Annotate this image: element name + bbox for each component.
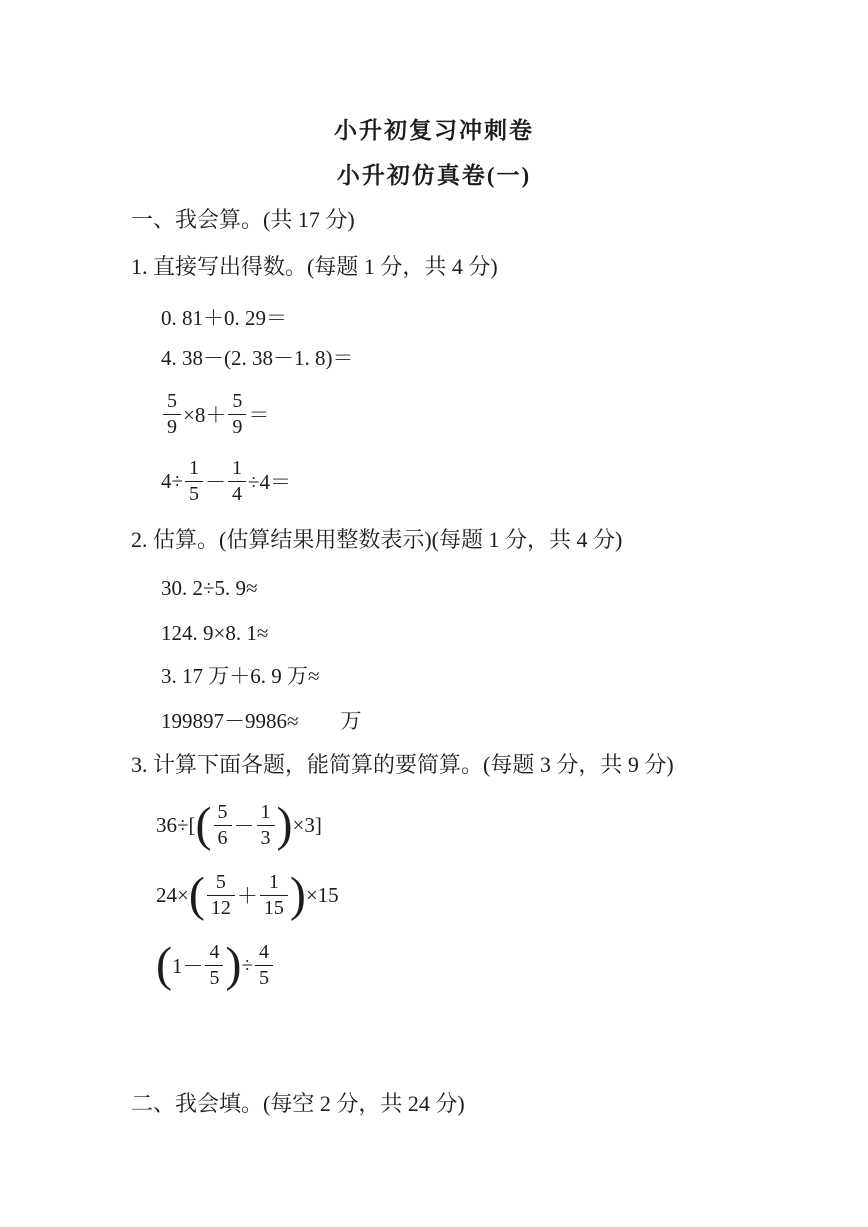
q2-expression-d: 199897－9986≈ 万	[161, 709, 362, 733]
fraction	[257, 801, 275, 850]
q3-expression-1	[156, 795, 868, 855]
big-paren-close: )	[276, 797, 293, 852]
fraction	[185, 457, 203, 506]
operand-run: 1－	[171, 954, 204, 978]
q3-expression-2	[156, 865, 868, 925]
fraction-numerator: 5	[228, 390, 246, 415]
fraction	[228, 457, 246, 506]
fraction-numerator: 5	[214, 801, 232, 826]
fraction-denominator: 12	[210, 896, 231, 919]
fraction-numerator: 1	[185, 457, 203, 482]
fraction-denominator: 5	[189, 482, 200, 505]
q1-expression-c	[161, 385, 868, 443]
equals-sign: ＝	[248, 403, 270, 427]
operand-run: 36÷[	[156, 812, 196, 837]
fraction	[260, 871, 288, 920]
question2-heading: 2. 估算。(估算结果用整数表示)(每题 1 分，共 4 分)	[131, 527, 623, 552]
fraction-denominator: 5	[259, 966, 269, 989]
fraction-numerator: 1	[228, 457, 246, 482]
doc-title-line2: 小升初仿真卷(一)	[336, 163, 532, 188]
operator-run: ÷	[241, 952, 253, 977]
fraction-denominator: 6	[217, 826, 228, 849]
fraction-numerator: 5	[207, 871, 235, 896]
fraction-denominator: 9	[167, 415, 177, 438]
fraction-numerator: 1	[257, 801, 275, 826]
fraction	[228, 390, 246, 439]
fraction	[163, 390, 181, 439]
fraction-denominator: 15	[263, 896, 284, 919]
fraction	[205, 941, 223, 990]
operand-run: ×3]	[292, 812, 322, 837]
fraction	[207, 871, 235, 920]
fraction	[255, 941, 273, 990]
big-paren-close: )	[289, 867, 306, 922]
q3-expression-3	[156, 935, 868, 995]
q1-expression-d	[161, 452, 868, 510]
fraction-numerator: 4	[205, 941, 223, 966]
q1-expression-a: 0. 81＋0. 29＝	[161, 306, 287, 330]
big-paren-close: )	[225, 937, 242, 992]
big-paren-open: (	[156, 937, 172, 992]
question1-heading: 1. 直接写出得数。(每题 1 分，共 4 分)	[131, 254, 498, 279]
fraction-numerator: 5	[163, 390, 181, 415]
fraction-denominator: 5	[209, 966, 220, 989]
operand-run: 24×	[156, 882, 189, 907]
q2-expression-a: 30. 2÷5. 9≈	[161, 576, 258, 600]
q1-expression-b: 4. 38－(2. 38－1. 8)＝	[161, 346, 354, 370]
fraction-numerator: 1	[260, 871, 288, 896]
section2-heading: 二、我会填。(每空 2 分，共 24 分)	[131, 1091, 465, 1116]
q2-expression-b: 124. 9×8. 1≈	[161, 621, 269, 645]
operator-run: －	[205, 470, 227, 494]
operator-run: ×8＋	[183, 403, 227, 427]
fraction-denominator: 9	[232, 415, 243, 438]
fraction	[214, 801, 232, 850]
q2-expression-c: 3. 17 万＋6. 9 万≈	[161, 664, 320, 688]
question3-heading: 3. 计算下面各题，能简算的要简算。(每题 3 分，共 9 分)	[131, 752, 674, 777]
section1-heading: 一、我会算。(共 17 分)	[131, 207, 355, 232]
big-paren-open: (	[195, 797, 212, 852]
operator-run: ＋	[236, 884, 258, 908]
fraction-denominator: 3	[260, 826, 271, 849]
fraction-numerator: 4	[255, 941, 273, 966]
operator-run: －	[233, 814, 255, 838]
operand-run: ÷4＝	[248, 470, 292, 494]
big-paren-open: (	[188, 867, 205, 922]
fraction-denominator: 4	[232, 482, 243, 505]
operand-run: ×15	[305, 882, 339, 907]
doc-title-line1: 小升初复习冲刺卷	[334, 118, 534, 143]
operand-run: 4÷	[161, 468, 184, 493]
